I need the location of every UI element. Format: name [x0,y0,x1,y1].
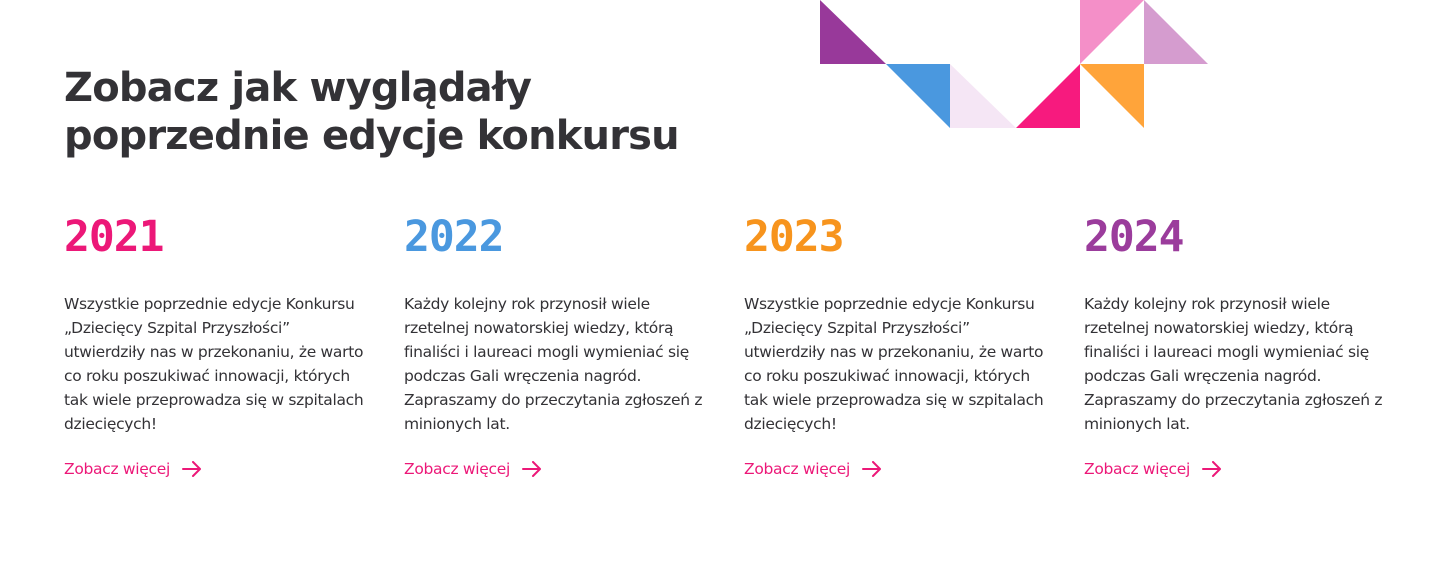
orange-triangle [1080,64,1144,128]
geometric-triangles-decoration [820,0,1220,130]
edition-2023 [744,210,1044,481]
edition-description: Każdy kolejny rok przynosił wiele rzetelnej nowatorskiej wiedzy, którą finaliści i laureaci mogli wymieniać się podczas Gali wręczenia nagród. Zapraszamy do przeczytania zgłoszeń z minionych lat. [1084,295,1383,433]
arrow-right-icon [862,461,882,477]
edition-description: Wszystkie poprzednie edycje Konkursu „Dziecięcy Szpital Przyszłości” utwierdziły nas w przekonaniu, że warto co roku poszukiwać innowacji, których tak wiele przeprowadza się w szpitalach dziecięcych! [744,295,1044,433]
edition-year: 2024 [1084,212,1184,262]
lavender-triangle [950,64,1016,128]
purple-triangle [820,0,886,64]
see-more-link[interactable] [64,457,202,481]
see-more-link[interactable] [744,457,882,481]
arrow-right-icon [522,461,542,477]
arrow-right-icon [182,461,202,477]
see-more-label: Zobacz więcej [1084,460,1191,478]
magenta-triangle [1016,64,1080,128]
edition-year: 2021 [64,212,164,262]
edition-2021 [64,210,364,481]
edition-year: 2022 [404,212,504,262]
see-more-label: Zobacz więcej [64,460,171,478]
see-more-link[interactable] [404,457,542,481]
see-more-label: Zobacz więcej [744,460,851,478]
blue-triangle [886,64,950,128]
pink-triangle [1080,0,1144,64]
section-title: Zobacz jak wyglądały poprzednie edycje konkursu [64,65,679,159]
mauve-triangle [1144,0,1208,64]
arrow-right-icon [1202,461,1222,477]
see-more-link[interactable] [1084,457,1222,481]
edition-2022 [404,210,704,481]
edition-2024 [1084,210,1384,481]
edition-description: Wszystkie poprzednie edycje Konkursu „Dziecięcy Szpital Przyszłości” utwierdziły nas w przekonaniu, że warto co roku poszukiwać innowacji, których tak wiele przeprowadza się w szpitalach dziecięcych! [64,295,364,433]
see-more-label: Zobacz więcej [404,460,511,478]
edition-description: Każdy kolejny rok przynosił wiele rzetelnej nowatorskiej wiedzy, którą finaliści i laureaci mogli wymieniać się podczas Gali wręczenia nagród. Zapraszamy do przeczytania zgłoszeń z minionych lat. [404,295,703,433]
edition-year: 2023 [744,212,844,262]
